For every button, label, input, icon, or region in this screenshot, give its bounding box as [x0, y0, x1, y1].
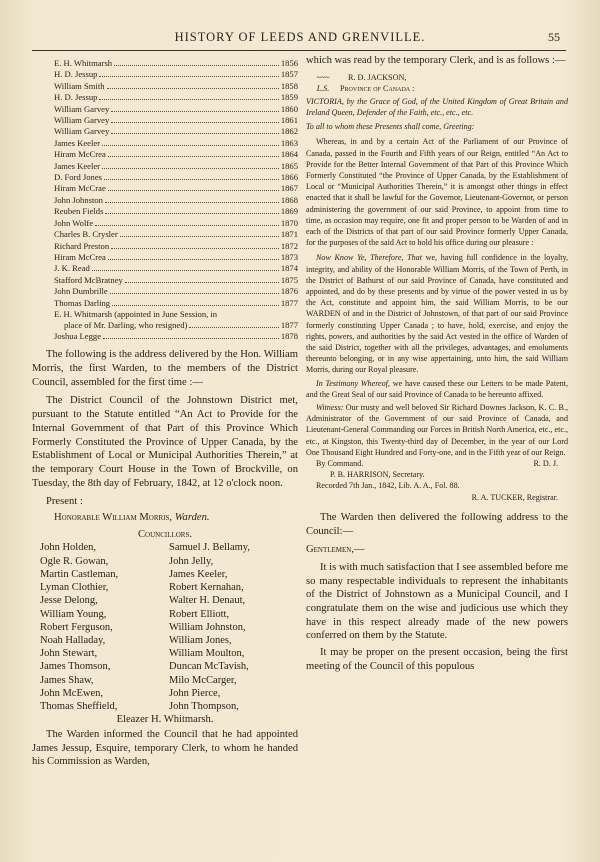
victoria-line: VICTORIA, by the Grace of God, of the United Kingdom of Great Britain and Ireland Queen, Defender of the Faith, etc., etc., etc.: [306, 96, 568, 117]
seal-block: [306, 72, 568, 94]
councillor-name: Robert Kernahan,: [169, 582, 244, 594]
address-paragraph-1: It is with much satisfaction that I see assembled before me so many respectable individuals to represent the inhabitants of the District of Johnstown as a Municipal Council, and I congratulate them on the wise and judicious use which they have in this respect already made of the new powers conferred on them by the Statute.: [306, 561, 568, 642]
warden-row: [54, 229, 298, 240]
warden-row: [54, 104, 298, 115]
warden-name: H. D. Jessup: [54, 92, 98, 103]
command-line: [306, 458, 568, 469]
seal-lines: [340, 72, 568, 94]
warden-name: D. Ford Jones: [54, 172, 102, 183]
leader-dots: [95, 225, 279, 226]
testimony-lead: In Testimony Whereof,: [316, 378, 390, 388]
present-label: Present :: [46, 496, 83, 508]
recorded-line: Recorded 7th Jan., 1842, Lib. A. A., Fol. 88.: [316, 481, 460, 491]
councillor-name: Martin Castleman,: [40, 568, 119, 580]
warden-year: 1866: [280, 172, 298, 183]
seal-flourish: ~~~: [316, 72, 330, 82]
by-command: By Command.: [316, 459, 364, 468]
clerk-paragraph: The Warden informed the Council that he had appointed James Jessup, Esquire, temporary Clerk, to whom he handed his Commission as Warden,: [32, 728, 298, 768]
page-number: 55: [548, 30, 560, 44]
chair-name: Honorable William Morris,: [54, 512, 173, 524]
seal-ls: L.S.: [316, 83, 330, 93]
leader-dots: [99, 99, 278, 100]
warden-row: [54, 149, 298, 160]
councillor-name: Robert Ferguson,: [40, 621, 113, 633]
page-header: [0, 30, 600, 50]
leader-dots: [104, 179, 279, 180]
leader-dots: [102, 145, 279, 146]
seal-line2: Province of Canada :: [340, 83, 415, 93]
councillor-name: Milo McCarger,: [169, 674, 237, 686]
warden-name: John Johnston: [54, 194, 103, 205]
warden-note-year: 1877: [280, 319, 298, 330]
leader-dots: [111, 111, 279, 112]
warden-row: [54, 58, 298, 69]
warden-year: 1867: [280, 183, 298, 194]
warden-year: 1863: [280, 137, 298, 148]
now-know-ye-paragraph: [306, 252, 568, 375]
witness-paragraph: [306, 402, 568, 458]
warden-year: 1868: [280, 194, 298, 205]
warden-year: 1862: [280, 126, 298, 137]
warden-name: John Dumbrille: [54, 286, 108, 297]
warden-row: [54, 218, 298, 229]
councillors-list: [32, 541, 298, 713]
address-intro: The following is the address delivered by the Hon. William Morris, the first Warden, to the members of the District Council, assembled for the first time :—: [32, 349, 298, 388]
councillor-name: John Thompson,: [169, 700, 239, 712]
warden-name: James Keeler: [54, 160, 101, 171]
testimony-text: we have caused these our Letters to be made Patent, and the Great Seal of our said Province of Canada to be hereunto affixed.: [306, 378, 568, 399]
leader-dots: [111, 133, 279, 134]
councillor-name: John Pierce,: [169, 687, 221, 699]
councillor-last: Eleazer H. Whitmarsh.: [116, 714, 214, 726]
warden-year: 1872: [280, 240, 298, 251]
rdj-initials: R. D. J.: [533, 459, 558, 468]
councillor-name: Walter H. Denaut,: [169, 595, 246, 607]
council-meeting-paragraph: The District Council of the Johnstown District met, pursuant to the Statute entitled “An Act to Provide for the Internal Government of that Part of this Province Which Formerly Constituted the Province of Upper Canada, by the Establishment of Local or Municipal Authorities Therein,” at the temporary Court House in the Town of Brockville, on Tuesday, the 8th day of February, 1842, at 12 o'clock noon.: [32, 395, 298, 489]
wardens-list: [32, 58, 298, 309]
witness-text: Our trusty and well beloved Sir Richard Downes Jackson, K. C. B., Administrator of the Government of our said Province of Canada, and Lieutenant-General Commanding our Forces in British North America, etc., etc., etc., at Kingston, this Twenty-third day of December, in the year of our Lord One Thousand Eight Hundred and Forty-one, and in the Fifth year of our Reign.: [306, 402, 568, 457]
seal: [306, 72, 340, 94]
councillor-name: Samuel J. Bellamy,: [169, 542, 250, 554]
warden-row: [54, 161, 298, 172]
leader-dots: [108, 156, 279, 157]
councillor-name: Jesse Delong,: [40, 595, 98, 607]
warden-year: 1877: [280, 297, 298, 308]
warden-name: Thomas Darling: [54, 297, 111, 308]
witness-lead: Witness:: [316, 402, 344, 412]
warden-year: 1876: [280, 286, 298, 297]
greeting-line: To all to whom these Presents shall come, Greeting:: [306, 122, 475, 132]
leader-dots: [103, 338, 279, 339]
registrar-line: R. A. TUCKER, Registrar.: [471, 492, 558, 502]
right-column: [306, 55, 568, 674]
councillor-name: Thomas Sheffield,: [40, 700, 118, 712]
warden-year: 1871: [280, 229, 298, 240]
councillor-name: John McEwen,: [40, 687, 103, 699]
testimony-paragraph: [306, 378, 568, 400]
leader-dots: [108, 259, 279, 260]
warden-row: [54, 69, 298, 80]
warden-name: John Wolfe: [54, 217, 94, 228]
warden-year: 1859: [280, 92, 298, 103]
warden-row: [54, 115, 298, 126]
warden-name: Hiram McCrea: [54, 251, 106, 262]
councillor-name: James Keeler,: [169, 568, 228, 580]
warden-row: [54, 81, 298, 92]
warden-name: William Smith: [54, 80, 105, 91]
warden-name: H. D. Jessup: [54, 69, 98, 80]
gentlemen-salutation: Gentlemen,—: [306, 544, 365, 556]
warden-name: Hiram McCrae: [54, 183, 106, 194]
councillor-name: Duncan McTavish,: [169, 661, 249, 673]
leader-dots: [125, 282, 279, 283]
warden-row: [54, 252, 298, 263]
warden-name: William Garvey: [54, 103, 110, 114]
now-know-ye-text: we, having full confidence in the loyalty, integrity, and ability of the Honorable William Morris, of the Town of Perth, in the District of Bathurst of our said Province of Canada, have constituted and appointed, and do by these presents and by virtue of the power vested in us by the Act, constitute and appoint him, the said William Morris, to be our WARDEN of and in the District of Johnstown, of that part of our said Province formerly constituting Upper Canada ; to have, hold, exercise, and enjoy the rights, powers, and authorities by the said Act vested in the office of Warden of the said District, together with all the privileges, advantages, and emoluments thereunto belonging, or in any wise appertaining, unto him, the said William Morris, during our Royal pleasure.: [306, 253, 568, 375]
warden-note-line1: E. H. Whitmarsh (appointed in June Session, in: [54, 308, 218, 319]
warden-year: 1861: [280, 115, 298, 126]
warden-year: 1858: [280, 80, 298, 91]
councillor-name: Robert Elliott,: [169, 608, 230, 620]
wardens-note: [32, 309, 298, 342]
seal-line1: R. D. JACKSON,: [348, 72, 407, 82]
chair-line: [32, 511, 298, 525]
warden-name: Reuben Fields: [54, 206, 104, 217]
running-title: HISTORY OF LEEDS AND GRENVILLE.: [174, 30, 426, 44]
warden-row: [54, 172, 298, 183]
leader-dots: [105, 202, 279, 203]
councillor-name: John Holden,: [40, 542, 96, 554]
warden-year: 1860: [280, 103, 298, 114]
warden-row: [54, 206, 298, 217]
leader-dots: [108, 190, 279, 191]
warden-row: [54, 183, 298, 194]
warden-row: [54, 298, 298, 309]
warden-year: 1873: [280, 251, 298, 262]
warden-name: James Keeler: [54, 137, 101, 148]
warden-year: 1856: [280, 58, 298, 68]
warden-name: Hiram McCrea: [54, 149, 106, 160]
leader-dots: [92, 270, 279, 271]
warden-year: 1874: [280, 263, 298, 274]
warden-name: William Garvey: [54, 115, 110, 126]
commission-intro: which was read by the temporary Clerk, and is as follows :—: [306, 55, 566, 66]
councillor-name: Lyman Clothier,: [40, 582, 109, 594]
warden-address-intro: The Warden then delivered the following address to the Council:—: [306, 511, 568, 537]
warden-name: Richard Preston: [54, 240, 110, 251]
warden-year: 1869: [280, 206, 298, 217]
warden-year: 1865: [280, 160, 298, 171]
leader-dots: [111, 122, 279, 123]
leader-dots: [107, 88, 279, 89]
councillor-name: William Jones,: [169, 634, 232, 646]
warden-year: 1857: [280, 69, 298, 80]
councillor-name: John Stewart,: [40, 648, 98, 660]
warden-row: [54, 92, 298, 103]
warden-name: Stafford McBratney: [54, 274, 123, 285]
leader-dots: [105, 213, 278, 214]
chair-title: Warden.: [174, 512, 210, 524]
header-rule: [32, 50, 566, 51]
councillor-name: John Jelly,: [169, 555, 214, 567]
warden-name: E. H. Whitmarsh: [54, 58, 113, 68]
leader-dots: [112, 305, 279, 306]
councillors-heading: Councillors.: [137, 528, 193, 540]
warden-note-line2: place of Mr. Darling, who resigned): [64, 319, 188, 330]
leader-dots: [110, 293, 279, 294]
leader-dots: [102, 168, 279, 169]
leader-dots: [111, 248, 279, 249]
secretary-line: P. B. HARRISON, Secretary.: [330, 470, 425, 480]
warden-last-year: 1878: [280, 330, 298, 341]
councillor-name: Ogle R. Gowan,: [40, 555, 109, 567]
warden-year: 1864: [280, 149, 298, 160]
warden-name: William Garvey: [54, 126, 110, 137]
warden-year: 1870: [280, 217, 298, 228]
warden-row: [54, 195, 298, 206]
councillor-name: James Shaw,: [40, 674, 94, 686]
leader-dots: [189, 327, 278, 328]
warden-row: [54, 275, 298, 286]
left-column: [32, 58, 298, 769]
warden-row: [54, 263, 298, 274]
warden-name: J. K. Read: [54, 263, 90, 274]
warden-year: 1875: [280, 274, 298, 285]
leader-dots: [99, 76, 278, 77]
warden-row: [54, 126, 298, 137]
councillor-name: William Johnston,: [169, 621, 246, 633]
warden-row: [54, 241, 298, 252]
councillor-name: Noah Halladay,: [40, 634, 106, 646]
warden-row: [54, 138, 298, 149]
warden-last-name: Joshua Legge: [54, 330, 102, 341]
councillor-name: William Young,: [40, 608, 107, 620]
whereas-paragraph: Whereas, in and by a certain Act of the Parliament of our Province of Canada, passed in the Fourth and Fifth years of our Reign, entitled “An Act to Provide for the Better Internal Government of that Part of this Province Which Formerly Constituted “the Province of Upper Canada, by the Establishment of Local or “Municipal Authorities Therein,” it is amongst other things in effect enacted that it shall be lawful for the Governor, Lieutenant-Governor, or person administering the government of our said Province, to appoint from time to time, as occasion may require, one fit and proper person to be Warden of and in each of the Districts of that part of our said Province formerly Upper Canada, for the purposes of the said Act to hold his office during our pleasure :: [306, 137, 568, 248]
now-know-ye-lead: Now Know Ye, Therefore, That: [316, 253, 422, 263]
leader-dots: [120, 236, 279, 237]
councillor-name: William Moulton,: [169, 648, 245, 660]
address-paragraph-2: It may be proper on the present occasion, being the first meeting of the Council of this populous: [306, 647, 568, 672]
leader-dots: [114, 65, 279, 66]
councillor-name: James Thomson,: [40, 661, 111, 673]
warden-row: [54, 286, 298, 297]
warden-name: Charles B. Crysler: [54, 229, 118, 240]
